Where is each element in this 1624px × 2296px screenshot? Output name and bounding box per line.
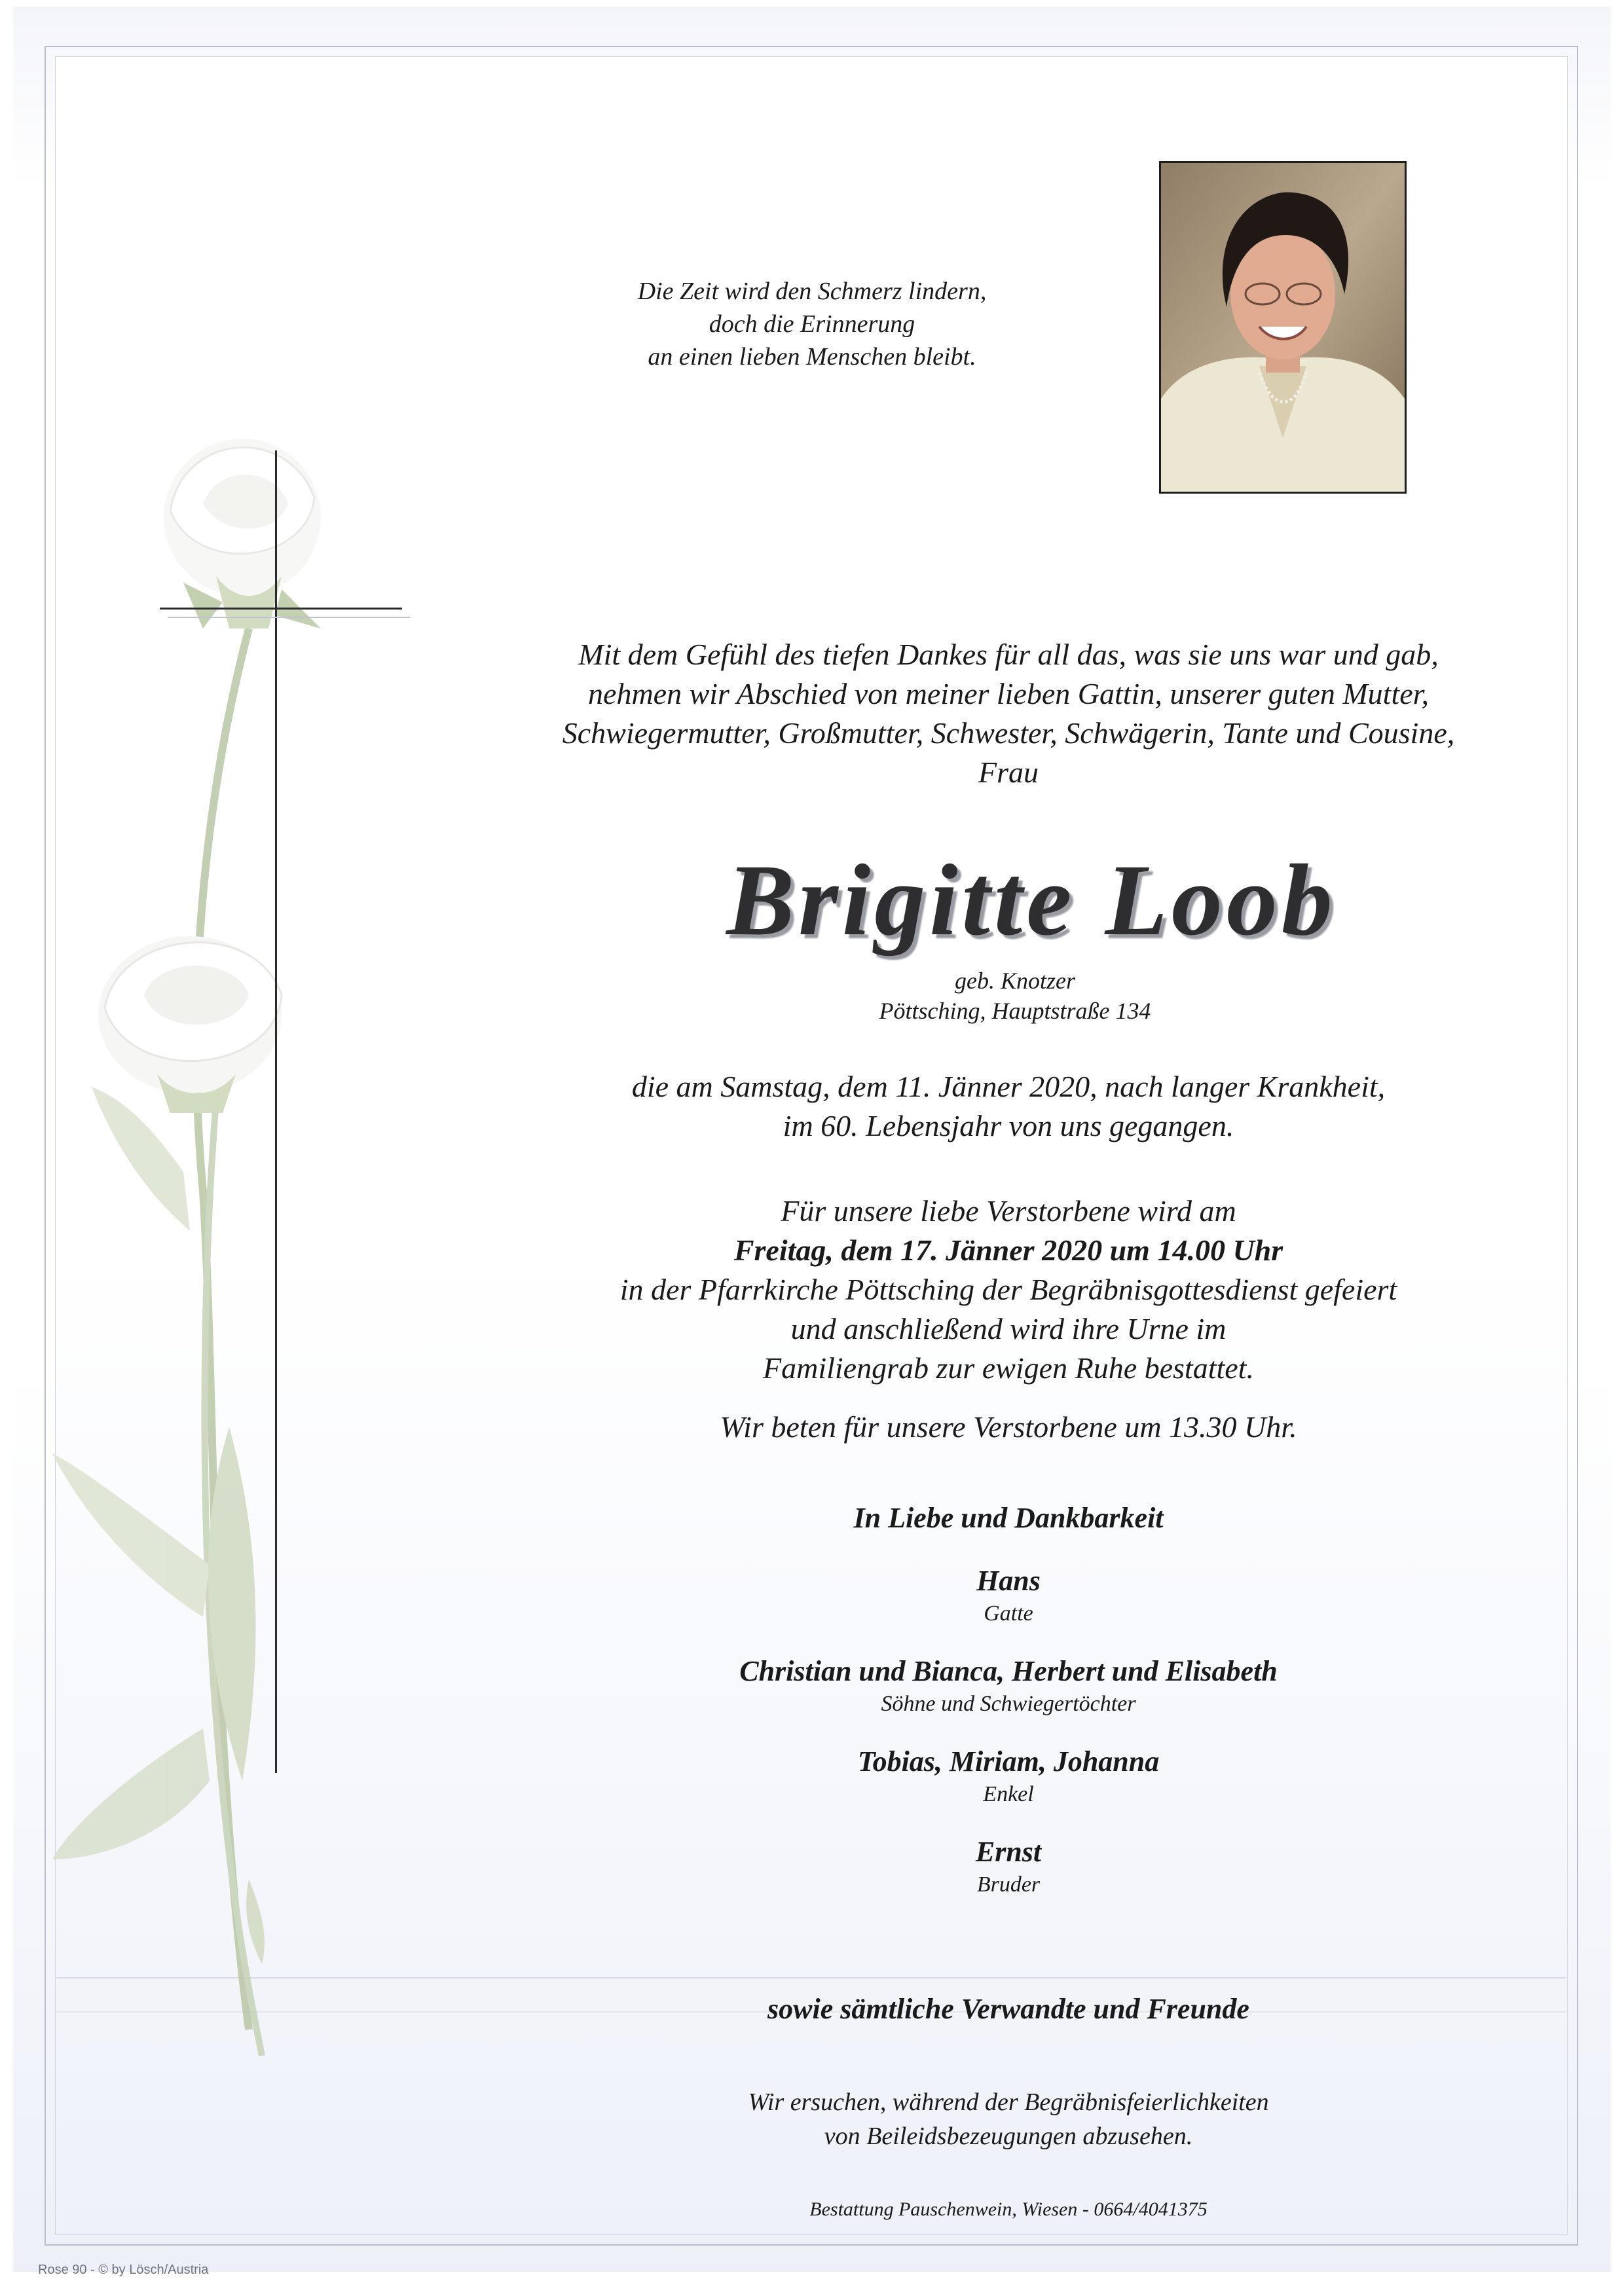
mourner-names: Hans xyxy=(976,1565,1041,1597)
footer-credit: Rose 90 - © by Lösch/Austria xyxy=(38,2263,209,2277)
white-rose-illustration xyxy=(52,354,471,2069)
funeral-line: in der Pfarrkirche Pöttsching der Begräbnisgottesdienst gefeiert xyxy=(619,1273,1397,1306)
funeral-date-time: Freitag, dem 17. Jänner 2020 um 14.00 Uhr xyxy=(733,1233,1283,1267)
mourner-group xyxy=(485,1833,1532,1899)
condolence-request xyxy=(485,2085,1532,2153)
death-line: die am Samstag, dem 11. Jänner 2020, nach langer Krankheit, xyxy=(631,1070,1386,1103)
mourner-role: Gatte xyxy=(984,1601,1033,1626)
portrait-image xyxy=(1161,163,1405,492)
mourner-names: Christian und Bianca, Herbert und Elisabeth xyxy=(739,1655,1278,1687)
address: Pöttsching, Hauptstraße 134 xyxy=(879,998,1151,1024)
funeral-line: und anschließend wird ihre Urne im xyxy=(790,1312,1227,1345)
mourner-group xyxy=(485,1743,1532,1808)
intro-line: Mit dem Gefühl des tiefen Dankes für all das, was sie uns war und gab, xyxy=(578,638,1439,671)
cross-icon-horizontal xyxy=(160,608,402,610)
mourner-role: Bruder xyxy=(976,1872,1041,1897)
request-line: von Beileidsbezeugungen abzusehen. xyxy=(824,2123,1193,2150)
motto-line: an einen lieben Menschen bleibt. xyxy=(648,343,976,371)
intro-line: Frau xyxy=(978,756,1039,789)
mourner-role: Söhne und Schwiegertöchter xyxy=(881,1692,1136,1716)
mourner-group xyxy=(485,1652,1532,1718)
cross-icon-shadow xyxy=(168,617,410,618)
request-line: Wir ersuchen, während der Begräbnisfeierlichkeiten xyxy=(748,2088,1269,2116)
deceased-name: Brigitte Loob xyxy=(726,843,1337,957)
mourner-names: Tobias, Miriam, Johanna xyxy=(857,1745,1160,1777)
closing-line: sowie sämtliche Verwandte und Freunde xyxy=(767,1993,1249,2025)
intro-line: Schwiegermutter, Großmutter, Schwester, Schwägerin, Tante und Cousine, xyxy=(562,716,1455,750)
intro-text xyxy=(485,635,1532,792)
cross-icon-vertical xyxy=(275,450,277,1773)
motto-line: Die Zeit wird den Schmerz lindern, xyxy=(637,278,987,305)
mourners-list xyxy=(485,1499,1532,1923)
mourners-heading: In Liebe und Dankbarkeit xyxy=(853,1502,1164,1534)
motto-line: doch die Erinnerung xyxy=(709,310,915,338)
funeral-line: Familiengrab zur ewigen Ruhe bestattet. xyxy=(763,1351,1254,1385)
undertaker-info: Bestattung Pauschenwein, Wiesen - 0664/4041375 xyxy=(809,2198,1208,2220)
death-notice xyxy=(485,1067,1532,1146)
mourner-names: Ernst xyxy=(975,1836,1042,1868)
maiden-name: geb. Knotzer xyxy=(955,968,1075,994)
mourner-role: Enkel xyxy=(983,1782,1034,1806)
portrait-photo xyxy=(1159,161,1407,494)
mourner-group xyxy=(485,1562,1532,1628)
intro-line: nehmen wir Abschied von meiner lieben Gattin, unserer guten Mutter, xyxy=(588,677,1429,710)
motto xyxy=(550,275,1074,373)
funeral-info xyxy=(485,1192,1532,1388)
prayer-time: Wir beten für unsere Verstorbene um 13.30 Uhr. xyxy=(720,1410,1297,1444)
deceased-details xyxy=(720,966,1310,1026)
funeral-line: Für unsere liebe Verstorbene wird am xyxy=(781,1194,1236,1228)
death-line: im 60. Lebensjahr von uns gegangen. xyxy=(783,1109,1234,1142)
